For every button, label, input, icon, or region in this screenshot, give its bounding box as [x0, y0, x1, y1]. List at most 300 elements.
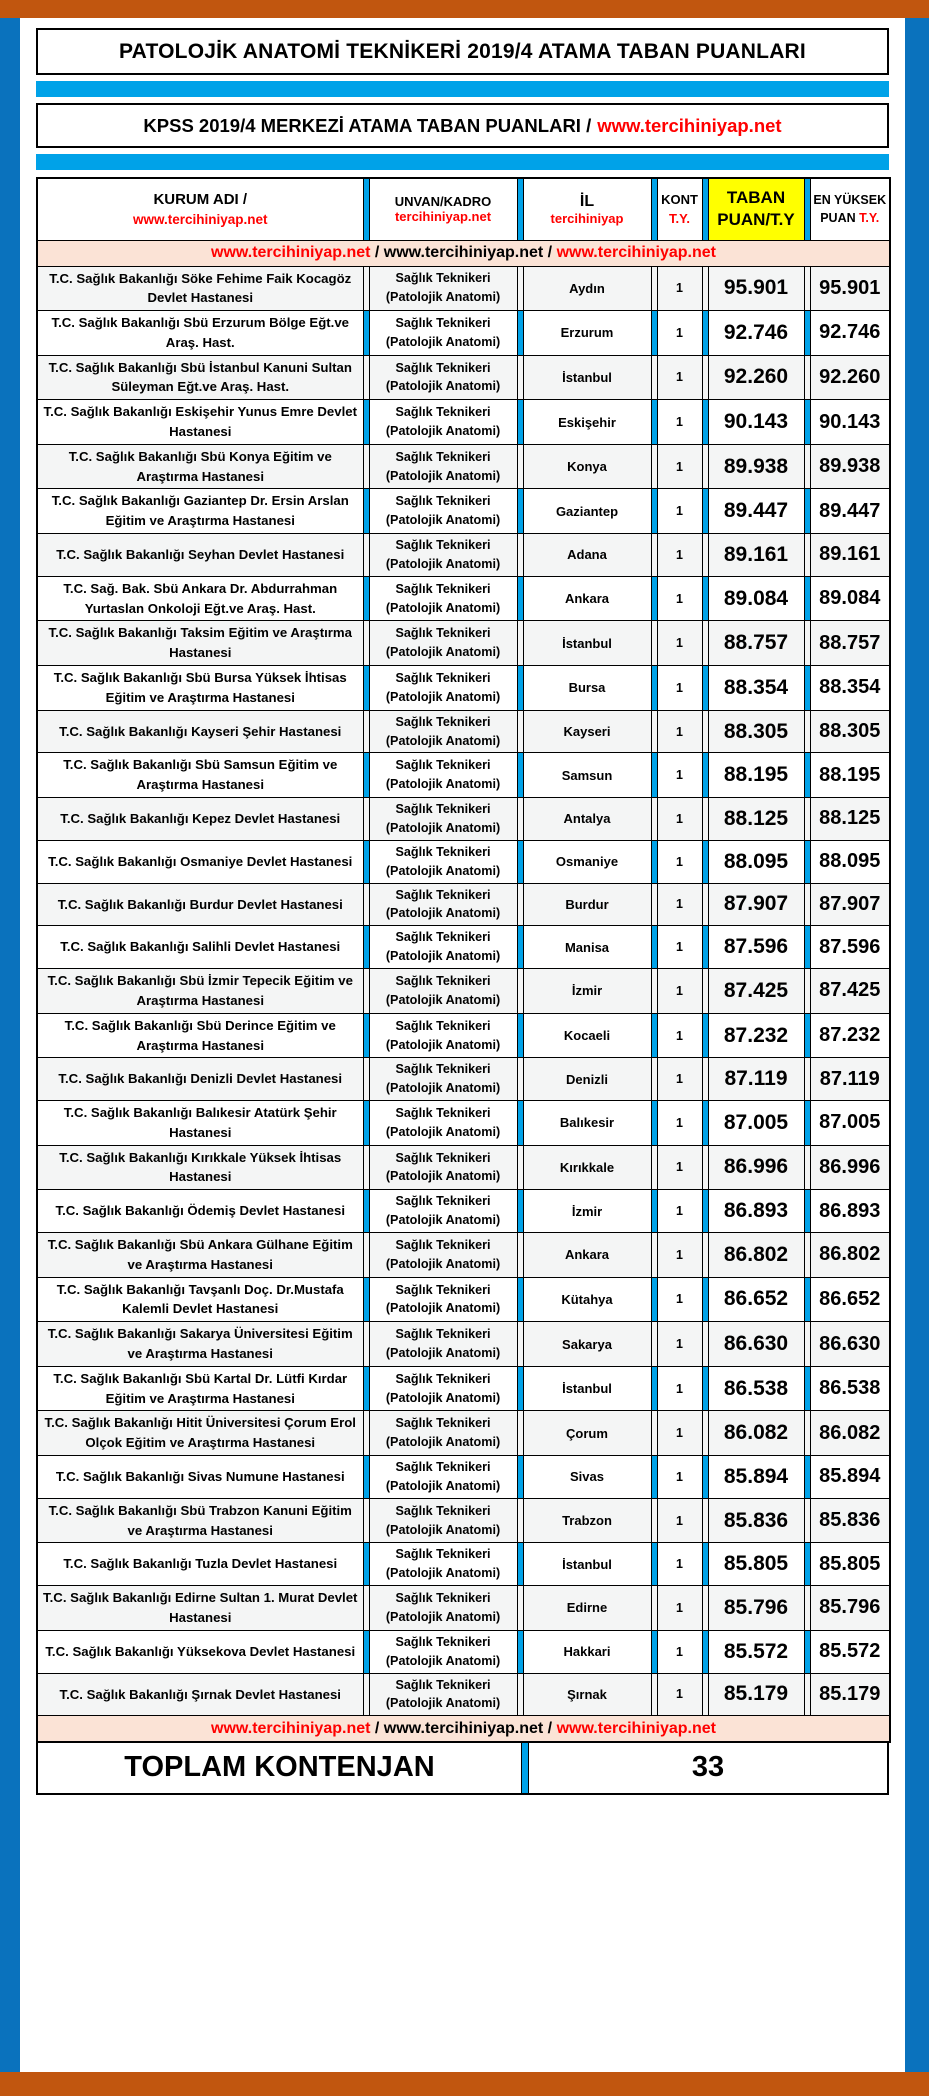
cell-taban-puan: 89.161: [708, 534, 804, 577]
cell-taban-puan: 88.354: [708, 666, 804, 711]
frame-left-bar: [0, 18, 20, 2072]
cell-en-yuksek-puan: 88.095: [810, 840, 890, 883]
cell-taban-puan: 86.652: [708, 1277, 804, 1322]
unvan-line-1: Sağlık Teknikeri: [395, 1677, 491, 1692]
cell-kurum-adi: T.C. Sağlık Bakanlığı Sakarya Üniversitesi Eğitim ve Araştırma Hastanesi: [37, 1322, 363, 1367]
cell-en-yuksek-puan: 85.796: [810, 1586, 890, 1631]
cell-unvan-kadro: [369, 1013, 517, 1058]
cell-il: İzmir: [523, 1190, 651, 1233]
cell-taban-puan: 90.143: [708, 400, 804, 445]
unvan-line-2: (Patolojik Anatomi): [385, 1435, 501, 1450]
cell-en-yuksek-puan: 88.354: [810, 666, 890, 711]
cell-en-yuksek-puan: 86.652: [810, 1277, 890, 1322]
cell-en-yuksek-puan: 87.005: [810, 1101, 890, 1146]
unvan-line-1: Sağlık Teknikeri: [395, 1194, 491, 1209]
frame-right-bar: [905, 18, 929, 2072]
header-kont-label: KONT: [661, 191, 698, 207]
cell-en-yuksek-puan: 86.893: [810, 1190, 890, 1233]
cell-unvan-kadro: [369, 1586, 517, 1631]
unvan-line-2: (Patolojik Anatomi): [385, 863, 501, 878]
unvan-line-2: (Patolojik Anatomi): [385, 949, 501, 964]
cell-kurum-adi: T.C. Sağlık Bakanlığı Sbü Erzurum Bölge Eğt.ve Araş. Hast.: [37, 311, 363, 356]
cell-en-yuksek-puan: 90.143: [810, 400, 890, 445]
unvan-line-1: Sağlık Teknikeri: [395, 1237, 491, 1252]
cell-kurum-adi: T.C. Sağlık Bakanlığı Tavşanlı Doç. Dr.Mustafa Kalemli Devlet Hastanesi: [37, 1277, 363, 1322]
cell-kurum-adi: T.C. Sağlık Bakanlığı Gaziantep Dr. Ersin Arslan Eğitim ve Araştırma Hastanesi: [37, 489, 363, 534]
cell-kontenjan: 1: [657, 1498, 702, 1543]
cell-en-yuksek-puan: 86.082: [810, 1411, 890, 1456]
unvan-line-2: (Patolojik Anatomi): [385, 689, 501, 704]
cell-unvan-kadro: [369, 1673, 517, 1716]
cell-en-yuksek-puan: 89.938: [810, 444, 890, 489]
cell-il: Osmaniye: [523, 840, 651, 883]
cell-kurum-adi: T.C. Sağlık Bakanlığı Sbü Derince Eğitim ve Araştırma Hastanesi: [37, 1013, 363, 1058]
cell-il: Antalya: [523, 798, 651, 841]
unvan-line-1: Sağlık Teknikeri: [395, 1282, 491, 1297]
unvan-line-2: (Patolojik Anatomi): [385, 1213, 501, 1228]
cell-kontenjan: 1: [657, 753, 702, 798]
cell-unvan-kadro: [369, 798, 517, 841]
cell-kurum-adi: T.C. Sağlık Bakanlığı Yüksekova Devlet Hastanesi: [37, 1630, 363, 1673]
table-row: [37, 311, 890, 356]
unvan-line-2: (Patolojik Anatomi): [385, 1478, 501, 1493]
cell-taban-puan: 92.260: [708, 355, 804, 400]
promo-sep-2: /: [543, 1719, 557, 1737]
cell-en-yuksek-puan: 88.305: [810, 710, 890, 753]
cell-en-yuksek-puan: 89.447: [810, 489, 890, 534]
cell-il: İzmir: [523, 969, 651, 1014]
unvan-line-1: Sağlık Teknikeri: [395, 1460, 491, 1475]
cell-taban-puan: 85.572: [708, 1630, 804, 1673]
unvan-line-1: Sağlık Teknikeri: [395, 974, 491, 989]
promo-link-3[interactable]: www.tercihiniyap.net: [556, 244, 716, 261]
unvan-line-2: (Patolojik Anatomi): [385, 820, 501, 835]
table-row: [37, 621, 890, 666]
cell-unvan-kadro: [369, 311, 517, 356]
cell-il: Sivas: [523, 1456, 651, 1499]
unvan-line-1: Sağlık Teknikeri: [395, 1416, 491, 1431]
cell-taban-puan: 88.095: [708, 840, 804, 883]
cell-il: Konya: [523, 444, 651, 489]
cell-unvan-kadro: [369, 1233, 517, 1278]
cell-unvan-kadro: [369, 1543, 517, 1586]
promo-sep-1: /: [370, 244, 384, 261]
cell-en-yuksek-puan: 95.901: [810, 266, 890, 311]
header-enyuksek-label: EN YÜKSEK: [813, 192, 887, 207]
unvan-line-2: (Patolojik Anatomi): [385, 1609, 501, 1624]
promo-link-1[interactable]: www.tercihiniyap.net: [211, 1719, 371, 1737]
cell-unvan-kadro: [369, 753, 517, 798]
unvan-line-1: Sağlık Teknikeri: [395, 271, 491, 286]
cell-unvan-kadro: [369, 1190, 517, 1233]
cell-en-yuksek-puan: 86.996: [810, 1145, 890, 1190]
cell-taban-puan: 95.901: [708, 266, 804, 311]
unvan-line-2: (Patolojik Anatomi): [385, 1256, 501, 1271]
cell-kurum-adi: T.C. Sağlık Bakanlığı Salihli Devlet Hastanesi: [37, 926, 363, 969]
cell-en-yuksek-puan: 88.757: [810, 621, 890, 666]
cell-kontenjan: 1: [657, 1630, 702, 1673]
cell-il: Şırnak: [523, 1673, 651, 1716]
cell-unvan-kadro: [369, 489, 517, 534]
cell-kontenjan: 1: [657, 1277, 702, 1322]
cell-taban-puan: 87.596: [708, 926, 804, 969]
unvan-line-1: Sağlık Teknikeri: [395, 1106, 491, 1120]
unvan-line-1: Sağlık Teknikeri: [395, 405, 491, 420]
unvan-line-2: (Patolojik Anatomi): [385, 1169, 501, 1184]
unvan-line-2: (Patolojik Anatomi): [385, 906, 501, 921]
cell-kontenjan: 1: [657, 1013, 702, 1058]
unvan-line-2: (Patolojik Anatomi): [385, 1346, 501, 1361]
cell-unvan-kadro: [369, 1498, 517, 1543]
unvan-line-1: Sağlık Teknikeri: [395, 1503, 491, 1518]
cell-kurum-adi: T.C. Sağlık Bakanlığı Kırıkkale Yüksek İhtisas Hastanesi: [37, 1145, 363, 1190]
cell-en-yuksek-puan: 85.179: [810, 1673, 890, 1716]
table-row: [37, 1498, 890, 1543]
header-il-label: İL: [579, 192, 595, 210]
cell-il: Çorum: [523, 1411, 651, 1456]
cell-kurum-adi: T.C. Sağlık Bakanlığı Sbü Trabzon Kanuni Eğitim ve Araştırma Hastanesi: [37, 1498, 363, 1543]
cell-taban-puan: 87.005: [708, 1101, 804, 1146]
cell-kontenjan: 1: [657, 1145, 702, 1190]
cell-en-yuksek-puan: 89.084: [810, 576, 890, 621]
promo-sep-2: /: [543, 244, 557, 261]
header-unvan-site[interactable]: tercihiniyap.net: [394, 209, 492, 225]
unvan-line-2: (Patolojik Anatomi): [385, 992, 501, 1007]
cell-taban-puan: 89.447: [708, 489, 804, 534]
unvan-line-1: Sağlık Teknikeri: [395, 844, 491, 859]
table-header-row: [37, 178, 890, 240]
cell-kurum-adi: T.C. Sağlık Bakanlığı Kayseri Şehir Hastanesi: [37, 710, 363, 753]
table-row: [37, 489, 890, 534]
cell-kurum-adi: T.C. Sağlık Bakanlığı Söke Fehime Faik Kocagöz Devlet Hastanesi: [37, 266, 363, 311]
unvan-line-2: (Patolojik Anatomi): [385, 1301, 501, 1316]
cell-kurum-adi: T.C. Sağlık Bakanlığı Balıkesir Atatürk Şehir Hastanesi: [37, 1101, 363, 1146]
cell-en-yuksek-puan: 87.232: [810, 1013, 890, 1058]
cell-taban-puan: 87.907: [708, 883, 804, 926]
cell-kontenjan: 1: [657, 311, 702, 356]
cell-unvan-kadro: [369, 926, 517, 969]
unvan-line-1: Sağlık Teknikeri: [395, 758, 491, 773]
unvan-line-1: Sağlık Teknikeri: [395, 930, 491, 945]
cell-il: Ankara: [523, 1233, 651, 1278]
cell-unvan-kadro: [369, 883, 517, 926]
cell-en-yuksek-puan: 88.195: [810, 753, 890, 798]
cell-kurum-adi: T.C. Sağlık Bakanlığı Seyhan Devlet Hastanesi: [37, 534, 363, 577]
cell-taban-puan: 88.125: [708, 798, 804, 841]
unvan-line-1: Sağlık Teknikeri: [395, 802, 491, 816]
cell-taban-puan: 87.232: [708, 1013, 804, 1058]
subtitle: [36, 103, 889, 148]
unvan-line-1: Sağlık Teknikeri: [395, 714, 491, 729]
cell-kurum-adi: T.C. Sağlık Bakanlığı Ödemiş Devlet Hastanesi: [37, 1190, 363, 1233]
content-area: [20, 18, 905, 2072]
cell-unvan-kadro: [369, 444, 517, 489]
cell-unvan-kadro: [369, 1322, 517, 1367]
cell-taban-puan: 85.179: [708, 1673, 804, 1716]
cell-unvan-kadro: [369, 1277, 517, 1322]
unvan-line-2: (Patolojik Anatomi): [385, 1037, 501, 1052]
cell-taban-puan: 85.796: [708, 1586, 804, 1631]
cell-il: Kocaeli: [523, 1013, 651, 1058]
cell-kontenjan: 1: [657, 1233, 702, 1278]
cell-il: Samsun: [523, 753, 651, 798]
unvan-line-1: Sağlık Teknikeri: [395, 581, 491, 596]
table-row: [37, 1456, 890, 1499]
cell-taban-puan: 86.082: [708, 1411, 804, 1456]
header-kont-sub: T.Y.: [669, 211, 690, 227]
frame-bottom-bar: [0, 2072, 929, 2096]
cell-kontenjan: 1: [657, 1673, 702, 1716]
cell-kontenjan: 1: [657, 1456, 702, 1499]
cell-kontenjan: 1: [657, 1411, 702, 1456]
promo-band-cell: [37, 240, 890, 266]
cell-unvan-kadro: [369, 1101, 517, 1146]
cell-il: İstanbul: [523, 355, 651, 400]
cell-kontenjan: 1: [657, 489, 702, 534]
table-row: [37, 400, 890, 445]
cell-kurum-adi: T.C. Sağlık Bakanlığı Hitit Üniversitesi Çorum Erol Olçok Eğitim ve Araştırma Hastanesi: [37, 1411, 363, 1456]
cell-kontenjan: 1: [657, 1366, 702, 1411]
unvan-line-1: Sağlık Teknikeri: [395, 449, 491, 464]
cell-il: Trabzon: [523, 1498, 651, 1543]
cell-kontenjan: 1: [657, 666, 702, 711]
cell-kontenjan: 1: [657, 444, 702, 489]
cell-kurum-adi: T.C. Sağlık Bakanlığı Edirne Sultan 1. Murat Devlet Hastanesi: [37, 1586, 363, 1631]
cell-taban-puan: 89.084: [708, 576, 804, 621]
subtitle-text: KPSS 2019/4 MERKEZİ ATAMA TABAN PUANLARI /: [143, 114, 592, 136]
header-il-site[interactable]: tercihiniyap: [550, 210, 624, 226]
cell-unvan-kadro: [369, 266, 517, 311]
unvan-line-1: Sağlık Teknikeri: [395, 1150, 491, 1165]
unvan-line-1: Sağlık Teknikeri: [395, 887, 491, 902]
cell-kontenjan: 1: [657, 883, 702, 926]
cell-en-yuksek-puan: 86.630: [810, 1322, 890, 1367]
cell-kurum-adi: T.C. Sağlık Bakanlığı Tuzla Devlet Hastanesi: [37, 1543, 363, 1586]
table-row: [37, 1630, 890, 1673]
table-row: [37, 1411, 890, 1456]
page-title: PATOLOJİK ANATOMİ TEKNİKERİ 2019/4 ATAMA TABAN PUANLARI: [36, 28, 889, 75]
cell-unvan-kadro: [369, 710, 517, 753]
unvan-line-2: (Patolojik Anatomi): [385, 334, 501, 349]
promo-link-2[interactable]: www.tercihiniyap.net: [383, 1719, 544, 1737]
cell-unvan-kadro: [369, 840, 517, 883]
header-unvan-label: UNVAN/KADRO: [394, 194, 492, 210]
cell-unvan-kadro: [369, 1366, 517, 1411]
cell-il: Balıkesir: [523, 1101, 651, 1146]
unvan-line-1: Sağlık Teknikeri: [395, 1371, 491, 1386]
cell-en-yuksek-puan: 87.425: [810, 969, 890, 1014]
table-row: [37, 1366, 890, 1411]
cell-taban-puan: 85.836: [708, 1498, 804, 1543]
table-row: [37, 926, 890, 969]
cell-kontenjan: 1: [657, 1586, 702, 1631]
cell-il: Erzurum: [523, 311, 651, 356]
total-value: 33: [528, 1743, 887, 1793]
cell-il: Burdur: [523, 883, 651, 926]
separator-blue-1: [36, 81, 889, 97]
unvan-line-1: Sağlık Teknikeri: [395, 1062, 491, 1077]
cell-kurum-adi: T.C. Sağlık Bakanlığı Sivas Numune Hastanesi: [37, 1456, 363, 1499]
header-enyuksek-sub-ty: T.Y.: [859, 211, 880, 226]
cell-kontenjan: 1: [657, 400, 702, 445]
cell-kurum-adi: T.C. Sağlık Bakanlığı Sbü Konya Eğitim ve Araştırma Hastanesi: [37, 444, 363, 489]
cell-unvan-kadro: [369, 1058, 517, 1101]
cell-en-yuksek-puan: 85.805: [810, 1543, 890, 1586]
cell-il: Eskişehir: [523, 400, 651, 445]
cell-en-yuksek-puan: 87.596: [810, 926, 890, 969]
cell-unvan-kadro: [369, 400, 517, 445]
table-row: [37, 753, 890, 798]
cell-en-yuksek-puan: 86.538: [810, 1366, 890, 1411]
cell-kurum-adi: T.C. Sağlık Bakanlığı Sbü Kartal Dr. Lütfi Kırdar Eğitim ve Araştırma Hastanesi: [37, 1366, 363, 1411]
cell-taban-puan: 85.894: [708, 1456, 804, 1499]
cell-en-yuksek-puan: 85.572: [810, 1630, 890, 1673]
table-row: [37, 969, 890, 1014]
table-row: [37, 883, 890, 926]
cell-kontenjan: 1: [657, 926, 702, 969]
cell-en-yuksek-puan: 88.125: [810, 798, 890, 841]
header-kont: [657, 178, 702, 240]
unvan-line-2: (Patolojik Anatomi): [385, 1390, 501, 1405]
cell-taban-puan: 88.305: [708, 710, 804, 753]
table-row: [37, 1190, 890, 1233]
table-row: [37, 710, 890, 753]
promo-link-1[interactable]: www.tercihiniyap.net: [211, 244, 371, 261]
promo-band-cell: [37, 1716, 890, 1742]
table-row: [37, 355, 890, 400]
cell-taban-puan: 87.425: [708, 969, 804, 1014]
cell-kontenjan: 1: [657, 969, 702, 1014]
cell-kontenjan: 1: [657, 621, 702, 666]
cell-il: Edirne: [523, 1586, 651, 1631]
cell-unvan-kadro: [369, 666, 517, 711]
cell-il: Hakkari: [523, 1630, 651, 1673]
cell-il: Bursa: [523, 666, 651, 711]
cell-kurum-adi: T.C. Sağlık Bakanlığı Kepez Devlet Hastanesi: [37, 798, 363, 841]
cell-taban-puan: 86.893: [708, 1190, 804, 1233]
table-row: [37, 1322, 890, 1367]
table-row: [37, 1145, 890, 1190]
cell-il: İstanbul: [523, 1543, 651, 1586]
cell-en-yuksek-puan: 87.119: [810, 1058, 890, 1101]
table-row: [37, 666, 890, 711]
cell-il: Manisa: [523, 926, 651, 969]
table-row: [37, 576, 890, 621]
header-kurum-site[interactable]: www.tercihiniyap.net: [132, 212, 268, 228]
cell-il: İstanbul: [523, 621, 651, 666]
promo-band-row-top: [37, 240, 890, 266]
promo-link-3[interactable]: www.tercihiniyap.net: [556, 1719, 716, 1737]
cell-kurum-adi: T.C. Sağlık Bakanlığı Sbü Samsun Eğitim ve Araştırma Hastanesi: [37, 753, 363, 798]
unvan-line-1: Sağlık Teknikeri: [395, 360, 491, 375]
cell-unvan-kadro: [369, 1145, 517, 1190]
unvan-line-2: (Patolojik Anatomi): [385, 1124, 501, 1139]
unvan-line-1: Sağlık Teknikeri: [395, 538, 491, 553]
cell-kurum-adi: T.C. Sağlık Bakanlığı Burdur Devlet Hastanesi: [37, 883, 363, 926]
unvan-line-1: Sağlık Teknikeri: [395, 1634, 491, 1649]
header-unvan: [369, 178, 517, 240]
cell-kontenjan: 1: [657, 1058, 702, 1101]
table-row: [37, 1013, 890, 1058]
cell-unvan-kadro: [369, 576, 517, 621]
table-row: [37, 1277, 890, 1322]
cell-en-yuksek-puan: 89.161: [810, 534, 890, 577]
cell-il: Gaziantep: [523, 489, 651, 534]
table-row: [37, 1673, 890, 1716]
cell-taban-puan: 88.195: [708, 753, 804, 798]
cell-kontenjan: 1: [657, 710, 702, 753]
cell-unvan-kadro: [369, 1411, 517, 1456]
table-row: [37, 1101, 890, 1146]
unvan-line-2: (Patolojik Anatomi): [385, 556, 501, 571]
cell-kontenjan: 1: [657, 1190, 702, 1233]
cell-unvan-kadro: [369, 969, 517, 1014]
promo-sep-1: /: [370, 1719, 384, 1737]
cell-kontenjan: 1: [657, 1101, 702, 1146]
cell-kontenjan: 1: [657, 840, 702, 883]
subtitle-site-link[interactable]: www.tercihiniyap.net: [597, 114, 782, 136]
cell-en-yuksek-puan: 92.746: [810, 311, 890, 356]
table-row: [37, 444, 890, 489]
cell-en-yuksek-puan: 92.260: [810, 355, 890, 400]
cell-kontenjan: 1: [657, 798, 702, 841]
unvan-line-1: Sağlık Teknikeri: [395, 670, 491, 685]
unvan-line-2: (Patolojik Anatomi): [385, 645, 501, 660]
cell-kontenjan: 1: [657, 576, 702, 621]
unvan-line-1: Sağlık Teknikeri: [395, 1018, 491, 1033]
table-row: [37, 266, 890, 311]
cell-taban-puan: 89.938: [708, 444, 804, 489]
cell-taban-puan: 86.996: [708, 1145, 804, 1190]
cell-kurum-adi: T.C. Sağlık Bakanlığı Denizli Devlet Hastanesi: [37, 1058, 363, 1101]
total-label: TOPLAM KONTENJAN: [38, 1743, 522, 1793]
cell-il: Ankara: [523, 576, 651, 621]
cell-taban-puan: 87.119: [708, 1058, 804, 1101]
cell-taban-puan: 86.538: [708, 1366, 804, 1411]
header-kurum-label: KURUM ADI /: [153, 190, 248, 208]
cell-il: Denizli: [523, 1058, 651, 1101]
promo-link-2[interactable]: www.tercihiniyap.net: [383, 244, 544, 261]
cell-en-yuksek-puan: 85.894: [810, 1456, 890, 1499]
header-kurum: [37, 178, 363, 240]
table-row: [37, 1543, 890, 1586]
unvan-line-2: (Patolojik Anatomi): [385, 600, 501, 615]
unvan-line-2: (Patolojik Anatomi): [385, 733, 501, 748]
cell-taban-puan: 86.630: [708, 1322, 804, 1367]
unvan-line-2: (Patolojik Anatomi): [385, 379, 501, 394]
header-enyuksek-sub: PUAN: [820, 211, 860, 226]
cell-taban-puan: 85.805: [708, 1543, 804, 1586]
cell-kurum-adi: T.C. Sağlık Bakanlığı Şırnak Devlet Hastanesi: [37, 1673, 363, 1716]
cell-unvan-kadro: [369, 534, 517, 577]
table-row: [37, 798, 890, 841]
header-il: [523, 178, 651, 240]
table-body: [37, 240, 890, 1742]
promo-band-row-bottom: [37, 1716, 890, 1742]
frame-top-bar: [0, 0, 929, 18]
cell-unvan-kadro: [369, 1456, 517, 1499]
cell-kurum-adi: T.C. Sağ. Bak. Sbü Ankara Dr. Abdurrahman Yurtaslan Onkoloji Eğt.ve Araş. Hast.: [37, 576, 363, 621]
table-row: [37, 1058, 890, 1101]
unvan-line-2: (Patolojik Anatomi): [385, 290, 501, 305]
cell-unvan-kadro: [369, 355, 517, 400]
unvan-line-2: (Patolojik Anatomi): [385, 513, 501, 528]
unvan-line-2: (Patolojik Anatomi): [385, 1081, 501, 1096]
cell-kontenjan: 1: [657, 266, 702, 311]
cell-kontenjan: 1: [657, 1322, 702, 1367]
header-taban-sub: PUAN/T.Y: [717, 210, 795, 230]
unvan-line-2: (Patolojik Anatomi): [385, 1653, 501, 1668]
